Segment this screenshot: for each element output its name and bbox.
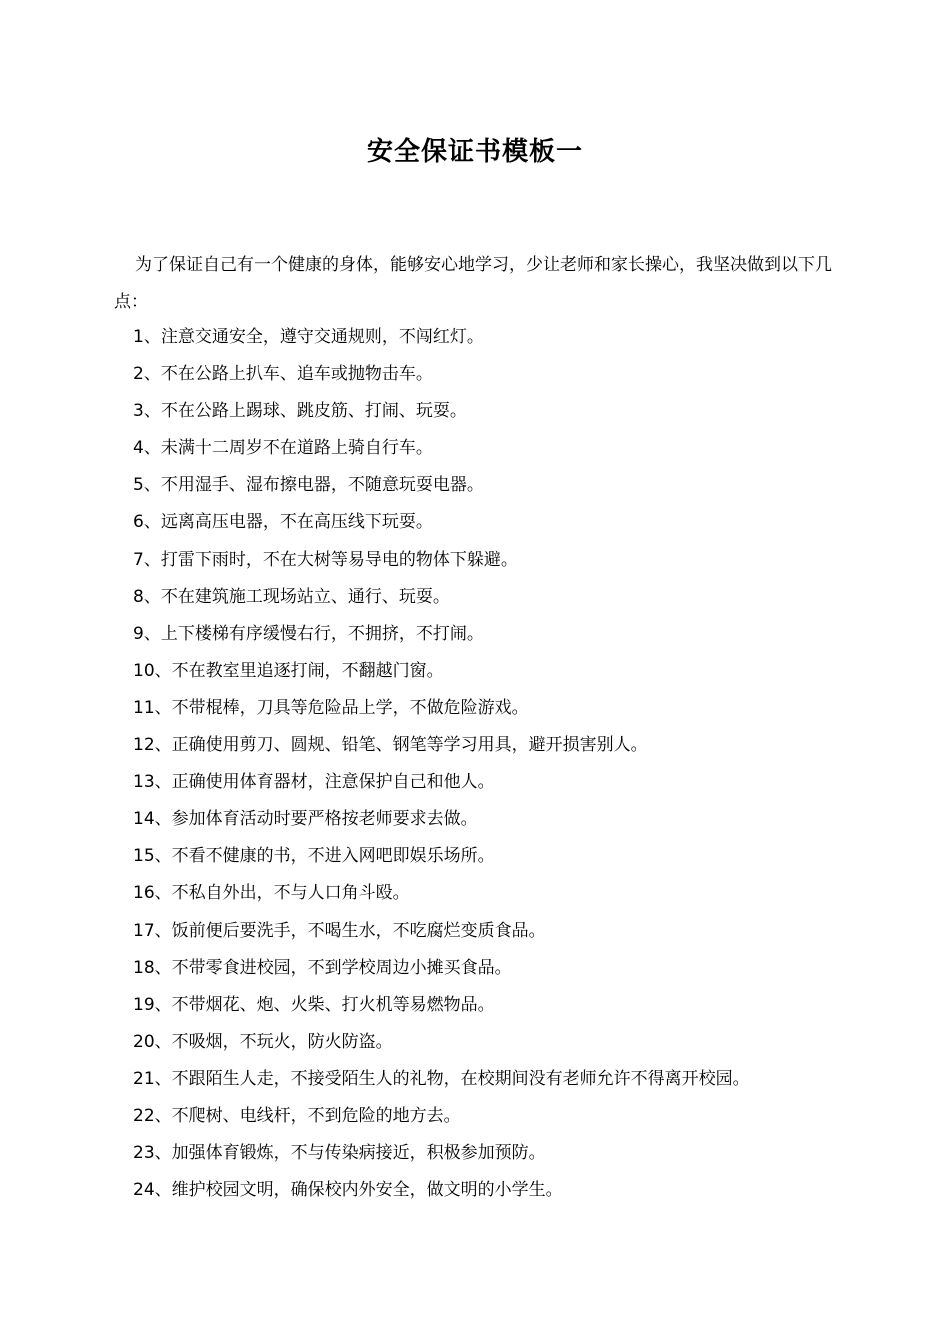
pledge-item: 13、正确使用体育器材，注意保护自己和他人。 [133,772,495,793]
intro-paragraph: 为了保证自己有一个健康的身体，能够安心地学习，少让老师和家长操心，我坚决做到以下几点： [114,255,832,312]
pledge-item: 12、正确使用剪刀、圆规、铅笔、钢笔等学习用具，避开损害别人。 [133,735,648,756]
pledge-list [133,319,853,1209]
pledge-item: 16、不私自外出，不与人口角斗殴。 [133,883,410,904]
pledge-item: 15、不看不健康的书，不进入网吧即娱乐场所。 [133,846,495,867]
pledge-item: 5、不用湿手、湿布擦电器，不随意玩耍电器。 [133,475,484,496]
pledge-item: 18、不带零食进校园，不到学校周边小摊买食品。 [133,957,512,978]
pledge-item: 4、未满十二周岁不在道路上骑自行车。 [133,438,433,459]
pledge-item: 21、不跟陌生人走，不接受陌生人的礼物，在校期间没有老师允许不得离开校园。 [133,1068,750,1089]
pledge-item: 22、不爬树、电线杆，不到危险的地方去。 [133,1105,461,1126]
pledge-item: 1、注意交通安全，遵守交通规则，不闯红灯。 [133,327,484,347]
document-title: 安全保证书模板一 [366,137,583,167]
pledge-item: 19、不带烟花、炮、火柴、打火机等易燃物品。 [133,994,495,1015]
pledge-item: 2、不在公路上扒车、追车或抛物击车。 [133,364,433,385]
pledge-item: 24、维护校园文明，确保校内外安全，做文明的小学生。 [133,1180,563,1201]
pledge-item: 11、不带棍棒，刀具等危险品上学，不做危险游戏。 [133,697,529,718]
pledge-item: 23、加强体育锻炼，不与传染病接近，积极参加预防。 [133,1143,546,1164]
pledge-item: 8、不在建筑施工现场站立、通行、玩耍。 [133,586,450,607]
pledge-item: 9、上下楼梯有序缓慢右行，不拥挤，不打闹。 [133,623,484,644]
pledge-item: 3、不在公路上踢球、跳皮筋、打闹、玩耍。 [133,401,467,422]
pledge-item: 20、不吸烟，不玩火，防火防盗。 [133,1031,393,1052]
pledge-item: 14、参加体育活动时要严格按老师要求去做。 [133,809,478,830]
pledge-item: 10、不在教室里追逐打闹，不翻越门窗。 [133,660,444,681]
pledge-item: 7、打雷下雨时，不在大树等易导电的物体下躲避。 [133,549,518,570]
pledge-item: 17、饭前便后要洗手，不喝生水，不吃腐烂变质食品。 [133,920,546,941]
pledge-item: 6、远离高压电器，不在高压线下玩耍。 [133,512,433,533]
